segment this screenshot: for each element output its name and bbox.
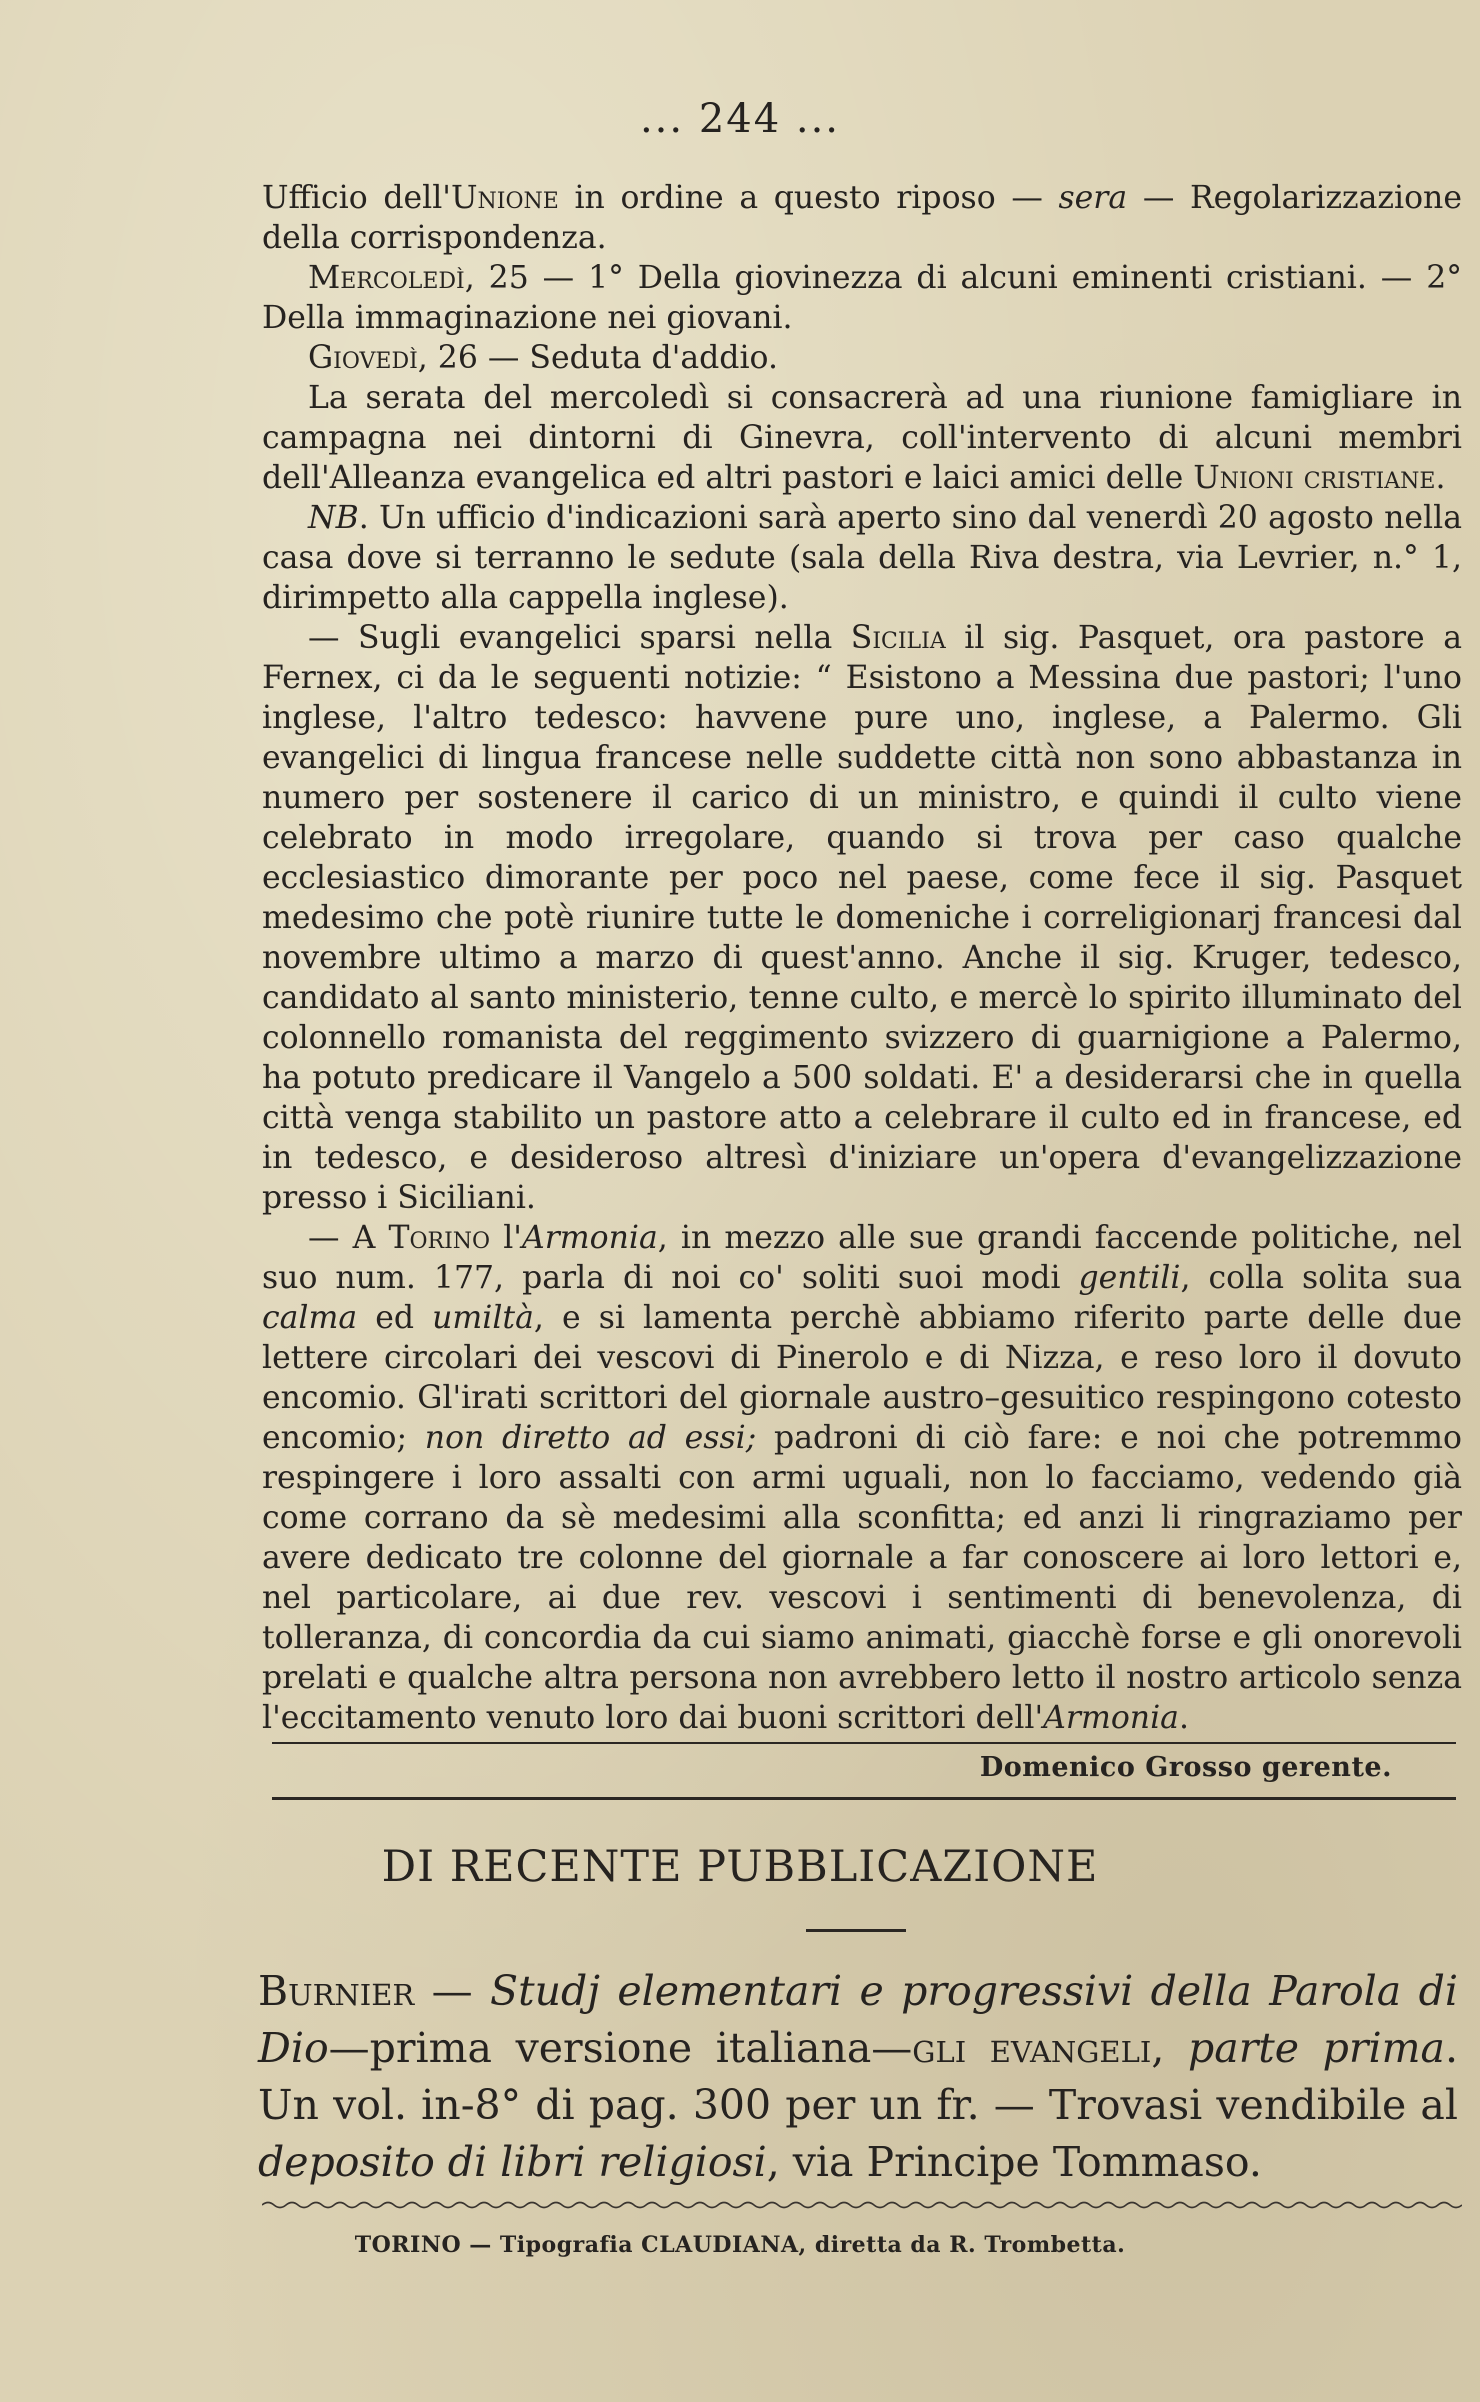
- paragraph-tuesday-evening: Ufficio dell'Unione in ordine a questo riposo — sera — Regolarizzazione della corrispondenza.: [262, 180, 1462, 256]
- signature-bottom-rule: [272, 1797, 1456, 1800]
- decorative-squiggle-rule: [262, 2198, 1462, 2212]
- page-number: ... 244 ...: [639, 96, 841, 142]
- paragraph-thursday: Giovedì, 26 — Seduta d'addio.: [308, 340, 778, 376]
- sera-italic: sera: [1058, 180, 1128, 216]
- paragraph-torino: — A Torino l'Armonia, in mezzo alle sue grandi faccende politiche, nel suo num. 177, parla di noi co' soliti suoi modi gentili, colla solita sua calma ed umiltà, e si lamenta perchè abbiamo riferito parte delle due lettere circolari dei vescovi di Pinerolo e di Nizza, e reso loro il dovuto encomio. Gl'irati scrittori del giornale austro–gesuitico respingono cotesto encomio; non diretto ad essi; padroni di ciò fare: e noi che potremmo respingere i loro assalti con armi uguali, non lo facciamo, vedendo già come corrano da sè medesimi alla sconfitta; ed anzi li ringraziamo per avere dedicato tre colonne del giornale a far conoscere ai loro lettori e, nel particolare, ai due rev. vescovi i sentimenti di benevolenza, di tolleranza, di concordia da cui siamo animati, giacchè forse e gli onorevoli prelati e qualche altra persona non avrebbero letto il nostro articolo senza l'eccitamento venuto loro dai buoni scrittori dell'Armonia.: [262, 1220, 1462, 1736]
- section-title: DI RECENTE PUBBLICAZIONE: [381, 1842, 1099, 1892]
- section-title-rule: [806, 1929, 906, 1932]
- book-title: Studj elementari e progressivi della Parola di Dio: [258, 1967, 1458, 2072]
- paragraph-nb: NB. Un ufficio d'indicazioni sarà aperto sino dal venerdì 20 agosto nella casa dove si terranno le sedute (sala della Riva destra, via Levrier, n.° 1, dirimpetto alla cappella inglese).: [262, 500, 1462, 616]
- printer-imprint: TORINO — Tipografia CLAUDIANA, diretta da R. Trombetta.: [354, 2232, 1126, 2258]
- publication-notice: Burnier — Studj elementari e progressivi della Parola di Dio—prima versione italiana—gli evangeli, parte prima. Un vol. in-8° di pag. 300 per un fr. — Trovasi vendibile al deposito di libri religiosi, via Principe Tommaso.: [258, 1967, 1458, 2186]
- paragraph-sicily: — Sugli evangelici sparsi nella Sicilia il sig. Pasquet, ora pastore a Fernex, ci da le seguenti notizie: “ Esistono a Messina due pastori; l'uno inglese, l'altro tedesco: havvene pure uno, inglese, a Palermo. Gli evangelici di lingua francese nelle suddette città non sono abbastanza in numero per sostenere il carico di un ministro, e quindi il culto viene celebrato in modo irregolare, quando si trova per caso qualche ecclesiastico dimorante per poco nel paese, come fece il sig. Pasquet medesimo che potè riunire tutte le domeniche i correligionarj francesi dal novembre ultimo a marzo di quest'anno. Anche il sig. Kruger, tedesco, candidato al santo ministerio, tenne culto, e mercè lo spirito illuminato del colonnello romanista del reggimento svizzero di guarnigione a Palermo, ha potuto predicare il Vangelo a 500 soldati. E' a desiderarsi che in quella città venga stabilito un pastore atto a celebrare il culto ed in francese, ed in tedesco, e desideroso altresì d'iniziare un'opera d'evangelizzazione presso i Siciliani.: [262, 620, 1462, 1216]
- author: Burnier: [258, 1967, 415, 2015]
- paragraph-evening-meeting: La serata del mercoledì si consacrerà ad una riunione famigliare in campagna nei dintorni di Ginevra, coll'intervento di alcuni membri dell'Alleanza evangelica ed altri pastori e laici amici delle Unioni cristiane.: [262, 380, 1462, 496]
- signature-top-rule: [272, 1742, 1456, 1744]
- paragraph-wednesday: Mercoledì, 25 — 1° Della giovinezza di alcuni eminenti cristiani. — 2° Della immaginazione nei giovani.: [262, 260, 1462, 336]
- article-body: [262, 178, 1462, 1738]
- unione-smallcaps: Unione: [450, 180, 559, 216]
- signature: Domenico Grosso gerente.: [979, 1752, 1392, 1783]
